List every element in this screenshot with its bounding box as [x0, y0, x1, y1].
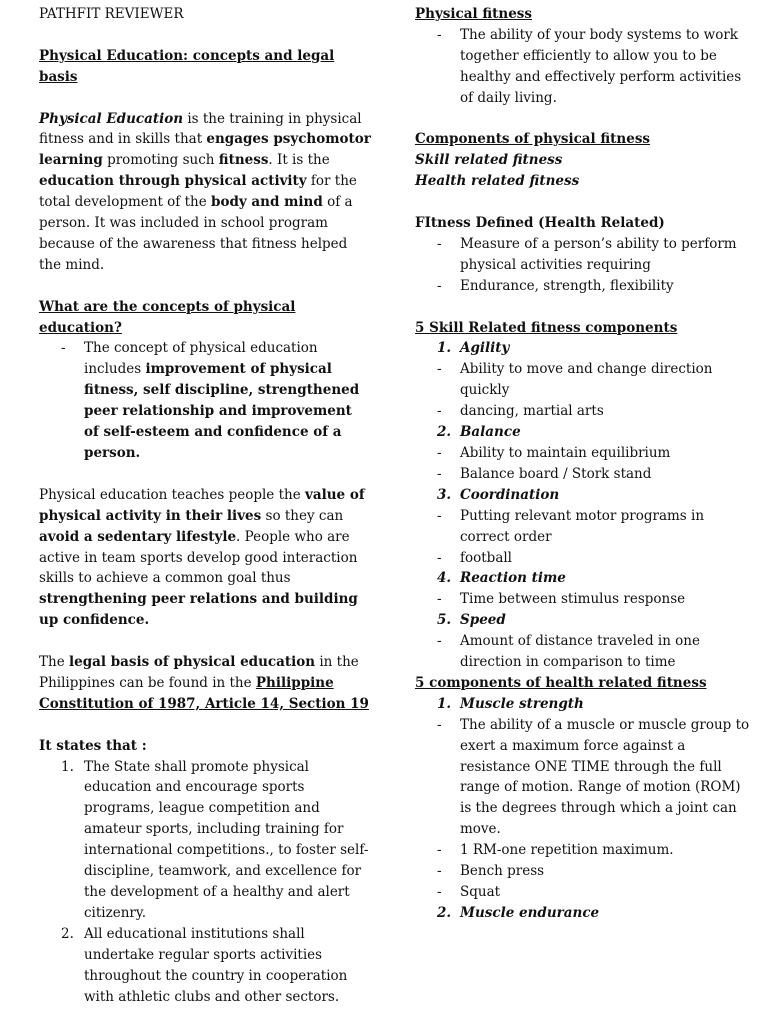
component-detail	[415, 861, 753, 882]
component-detail	[415, 401, 753, 422]
text-run: engages psychomotor learning	[39, 131, 371, 169]
value-paragraph	[39, 485, 371, 631]
skill-related-label: Skill related fitness	[415, 152, 563, 169]
item-number: 2.	[61, 925, 74, 942]
fitness-defined-text: Measure of a person’s ability to perform physical activities requiring	[460, 235, 737, 273]
dash-marker: -	[437, 465, 442, 482]
component-heading	[415, 568, 753, 589]
skill-components-list	[415, 338, 753, 673]
text-run: is the training in physical fitness and in skills that	[39, 110, 362, 148]
components-title: Components of physical fitness	[415, 131, 651, 148]
component-heading	[415, 485, 753, 506]
text-run: body and mind	[211, 194, 323, 211]
dash-marker: -	[437, 591, 442, 608]
states-item-text: All educational institutions shall undertake regular sports activities throughout the country in cooperation with athletic clubs and other sectors.	[84, 925, 348, 1005]
section-title: Physical Education: concepts and legal basis	[39, 47, 335, 85]
component-detail	[415, 882, 753, 903]
dash-marker: -	[437, 277, 442, 294]
states-item-2	[39, 924, 371, 1008]
item-number: 2.	[437, 424, 452, 441]
text-run: promoting such	[102, 152, 219, 169]
item-number: 3.	[437, 486, 452, 503]
text-run: education through physical activity	[39, 173, 307, 190]
component-name: Muscle endurance	[460, 904, 600, 921]
component-name: Balance	[460, 424, 521, 441]
physical-fitness-text: The ability of your body systems to work together efficiently to allow you to be healthy and effectively perform activities of daily living.	[460, 26, 742, 106]
component-detail	[415, 548, 753, 569]
dash-marker: -	[437, 361, 442, 378]
component-name: Reaction time	[460, 570, 566, 587]
component-detail	[415, 715, 753, 840]
text-run: value of physical activity in their lives	[39, 486, 365, 524]
component-detail-text: Ability to move and change direction quickly	[460, 361, 713, 399]
component-detail-text: Squat	[460, 884, 501, 901]
dash-marker: -	[437, 26, 442, 43]
physical-fitness-title: Physical fitness	[415, 6, 532, 22]
right-column	[415, 4, 753, 924]
text-run: Physical education teaches people the	[39, 486, 305, 503]
component-heading	[415, 338, 753, 359]
concepts-question: What are the concepts of physical education?	[39, 298, 296, 336]
dash-marker: -	[437, 884, 442, 901]
component-heading	[415, 422, 753, 443]
item-number: 4.	[437, 570, 452, 587]
component-detail	[415, 589, 753, 610]
text-run: of a person. It was included in school program because of the awareness that fitness helped the mind.	[39, 194, 353, 273]
item-number: 2.	[437, 904, 452, 921]
dash-marker: -	[437, 235, 442, 252]
dash-marker: -	[437, 403, 442, 420]
states-item-1	[39, 757, 371, 924]
text-run: strengthening peer relations and building up confidence.	[39, 591, 358, 629]
dash-marker: -	[437, 549, 442, 566]
skill-components-title: 5 Skill Related fitness components	[415, 319, 678, 336]
health-related-label: Health related fitness	[415, 173, 580, 190]
component-detail	[415, 464, 753, 485]
text-run: . People who are active in team sports develop good interaction skills to achieve a common goal thus	[39, 528, 358, 587]
component-heading	[415, 610, 753, 631]
item-number: 1.	[61, 758, 74, 775]
states-label: It states that :	[39, 737, 147, 754]
text-run: The concept of physical education includes	[84, 340, 318, 378]
dash-marker: -	[61, 340, 66, 357]
item-number: 5.	[437, 612, 452, 629]
text-run: avoid a sedentary lifestyle	[39, 528, 237, 545]
dash-marker: -	[437, 444, 442, 461]
component-detail-text: dancing, martial arts	[460, 403, 604, 420]
component-name: Speed	[460, 612, 506, 629]
component-detail-text: 1 RM-one repetition maximum.	[460, 842, 674, 859]
component-detail	[415, 631, 753, 673]
physical-fitness-item	[415, 25, 753, 109]
component-detail	[415, 506, 753, 548]
intro-paragraph	[39, 109, 371, 276]
component-detail-text: Putting relevant motor programs in correct order	[460, 507, 705, 545]
component-detail-text: football	[460, 549, 513, 566]
fitness-defined-text: Endurance, strength, flexibility	[460, 277, 674, 294]
states-item-text: The State shall promote physical education and encourage sports programs, league competition and amateur sports, including training for international competitions., to foster self-discipline, teamwork, and excellence for the development of a healthy and alert citizenry.	[84, 758, 369, 921]
item-number: 1.	[437, 695, 452, 712]
fitness-defined-title: FItness Defined (Health Related)	[415, 215, 665, 232]
dash-marker: -	[437, 863, 442, 880]
component-detail	[415, 359, 753, 401]
component-detail-text: Amount of distance traveled in one direction in comparison to time	[460, 633, 700, 671]
component-detail-text: Balance board / Stork stand	[460, 465, 652, 482]
health-components-title: 5 components of health related fitness	[415, 674, 707, 691]
dash-marker: -	[437, 842, 442, 859]
text-run: in the Philippines can be found in the	[39, 654, 359, 691]
dash-marker: -	[437, 716, 442, 733]
text-run: Philippine Constitution of 1987, Article 14, Section 19	[39, 674, 369, 712]
component-heading	[415, 694, 753, 715]
legal-paragraph	[39, 652, 371, 715]
fitness-defined-item	[415, 234, 753, 276]
fitness-defined-item	[415, 276, 753, 297]
component-detail-text: Time between stimulus response	[460, 591, 686, 608]
concepts-item-text	[84, 338, 371, 463]
text-run: so they can	[261, 507, 344, 524]
text-run: for the total development of the	[39, 173, 357, 211]
component-heading	[415, 903, 753, 924]
component-detail-text: Ability to maintain equilibrium	[460, 444, 671, 461]
text-run: fitness	[218, 152, 269, 169]
component-detail-text: Bench press	[460, 863, 545, 880]
component-name: Muscle strength	[460, 695, 584, 712]
component-name: Agility	[460, 340, 510, 357]
dash-marker: -	[437, 507, 442, 524]
left-column	[39, 4, 371, 1007]
component-detail-text: The ability of a muscle or muscle group to exert a maximum force against a resistance ONE TIME through the full range of motion. Range of motion (ROM) is the degrees through which a joint can move.	[460, 716, 750, 838]
text-run: improvement of physical fitness, self discipline, strengthened peer relationship and improvement of self-esteem and confidence of a person.	[84, 361, 360, 461]
component-name: Coordination	[460, 486, 560, 503]
text-run: . It is the	[268, 152, 330, 169]
concepts-item	[39, 338, 371, 463]
health-components-list	[415, 694, 753, 924]
document-header: PATHFIT REVIEWER	[39, 6, 184, 22]
dash-marker: -	[437, 633, 442, 650]
text-run: Physical Education	[39, 110, 184, 127]
text-run: legal basis of physical education	[68, 654, 316, 671]
component-detail	[415, 443, 753, 464]
item-number: 1.	[437, 340, 452, 357]
text-run: The	[39, 654, 69, 671]
component-detail	[415, 840, 753, 861]
